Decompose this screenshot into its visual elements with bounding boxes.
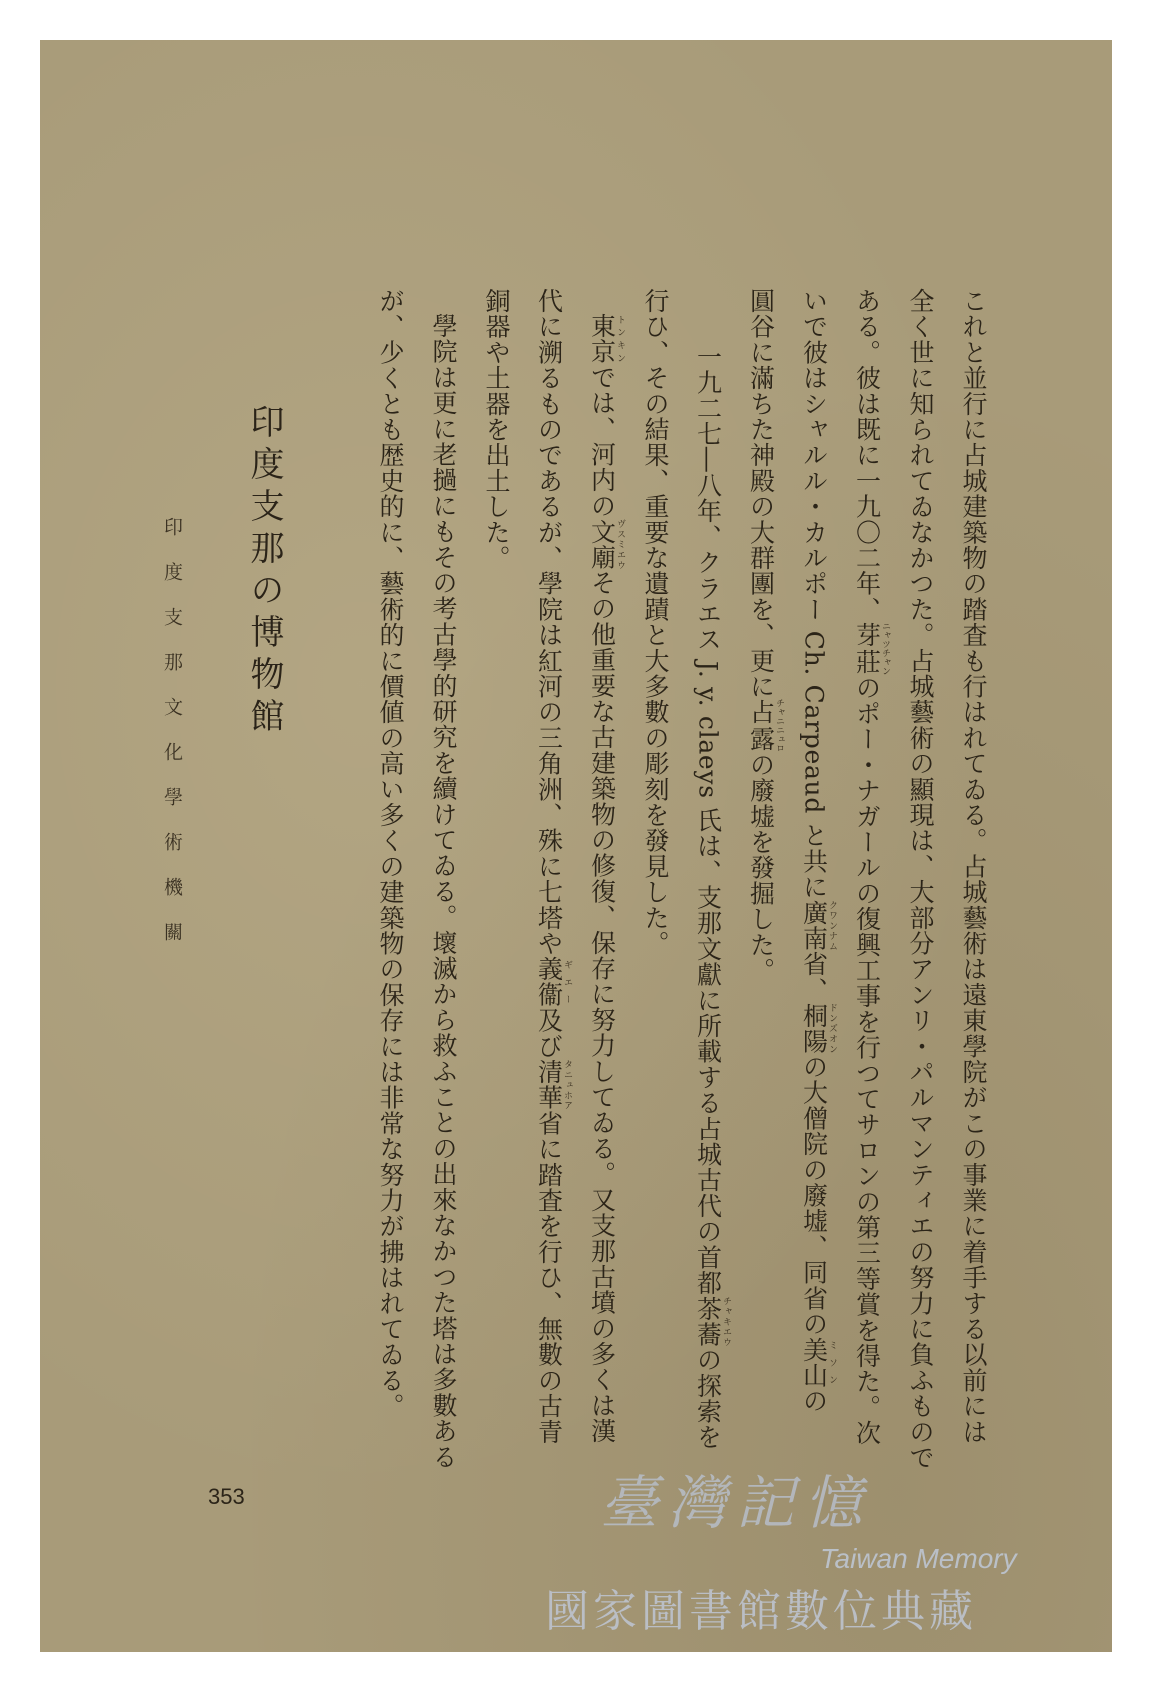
- ruby-base: 東京: [587, 313, 617, 365]
- ruby-reading: ミソン: [827, 1336, 837, 1389]
- text-segment: 學院は更に老撾にもその考古學的研究を續けてゐる。壞滅から救ふことの出來なかつた塔は多數ある: [429, 313, 458, 1470]
- text-segment: のポー・ナガールの復興工事を行つてサロンの第三等賞を得た。次: [852, 674, 882, 1446]
- ruby-annotated-term: [534, 956, 572, 1008]
- ruby-base: 芽莊: [852, 621, 882, 676]
- ruby-reading: ヴスミエウ: [615, 518, 625, 571]
- text-column: [473, 288, 519, 1468]
- text-segment: いで彼はシャルル・カルポー Ch. Carpeaud と共に: [799, 288, 829, 900]
- text-column: [844, 288, 890, 1468]
- ruby-annotated-term: [534, 1059, 572, 1111]
- text-segment: が、少くとも歴史的に、藝術的に價値の高い多くの建築物の保存には非常な努力が拂はれてゐる。: [376, 288, 405, 1419]
- ruby-reading: クワンナム: [827, 899, 837, 952]
- ruby-reading: ニャツチャン: [880, 621, 890, 676]
- text-column: [950, 288, 996, 1468]
- ruby-base: 占露: [746, 698, 776, 753]
- text-segment: 代に溯るものであるが、學院は紅河の三角洲、殊に七塔や: [534, 288, 564, 957]
- ruby-reading: ドンズオン: [827, 1002, 837, 1055]
- page-number: 353: [208, 1484, 245, 1509]
- text-segment: その他重要な古建築物の修復、保存に努力してゐる。又支那古墳の多くは漢: [587, 570, 617, 1444]
- text-column: [367, 288, 413, 1468]
- ruby-annotated-term: [746, 698, 784, 753]
- text-segment: 省、: [799, 951, 829, 1003]
- ruby-base: 義衞: [534, 956, 564, 1008]
- section-title: 印度支那の博物館: [244, 404, 284, 740]
- text-column: [526, 288, 572, 1468]
- text-segment: これと並行に占城建築物の踏査も行はれてゐる。占城藝術は遠東學院がこの事業に着手する以前には: [959, 288, 988, 1445]
- text-column: [632, 288, 678, 1468]
- watermark-english: Taiwan Memory: [820, 1543, 1017, 1574]
- watermark-chinese: 國家圖書館數位典藏: [545, 1586, 977, 1637]
- text-segment: 行ひ、その結果、重要な遺蹟と大多數の彫刻を發見した。: [641, 288, 670, 957]
- ruby-reading: チャニニュロ: [774, 698, 784, 753]
- text-column: [420, 313, 466, 1493]
- text-segment: では、河内の: [587, 364, 617, 519]
- ruby-annotated-term: [587, 518, 625, 571]
- ruby-base: 美山: [799, 1336, 829, 1389]
- ruby-reading: タニュホア: [562, 1059, 572, 1111]
- text-column: [738, 288, 784, 1468]
- ruby-base: 茶蕎: [693, 1295, 723, 1348]
- text-segment: の大僧院の廢墟、同省の: [799, 1054, 829, 1337]
- ruby-annotated-term: [799, 1002, 837, 1055]
- ruby-annotated-term: [799, 1336, 837, 1389]
- text-segment: 圓谷に滿ちた神殿の大群團を、更に: [746, 288, 776, 700]
- ruby-reading: チャキエウ: [721, 1295, 731, 1348]
- text-column: [579, 313, 625, 1493]
- text-segment: 全く世に知られてゐなかつた。占城藝術の顯現は、大部分アンリ・パルマンティエの努力に負ふもので: [906, 288, 935, 1471]
- running-header: 印度支那文化學術機關: [161, 517, 183, 967]
- ruby-reading: ギエー: [562, 956, 572, 1008]
- ruby-base: 清華: [534, 1059, 564, 1111]
- ruby-annotated-term: [587, 313, 625, 365]
- text-column: [897, 288, 943, 1471]
- text-segment: 一九二七―八年、クラエス J. y. claeys 氏は、支那文獻に所載する占城古代の首都: [693, 344, 723, 1296]
- text-column: [685, 344, 731, 1524]
- ruby-annotated-term: [693, 1295, 731, 1348]
- text-segment: 及び: [534, 1007, 564, 1060]
- scanned-page: [40, 40, 1112, 1652]
- ruby-reading: トンキン: [615, 313, 625, 365]
- ruby-base: 廣南: [799, 899, 829, 952]
- ruby-annotated-term: [799, 899, 837, 952]
- text-segment: 省に踏査を行ひ、無數の古青: [534, 1110, 564, 1445]
- ruby-annotated-term: [852, 621, 890, 676]
- text-segment: 銅器や土器を出土した。: [482, 288, 511, 571]
- text-segment: ある。彼は既に一九〇二年、: [852, 288, 882, 623]
- text-segment: の: [799, 1388, 829, 1414]
- text-segment: の探索を: [693, 1347, 723, 1450]
- watermark-seal: 臺灣記憶: [600, 1469, 873, 1537]
- ruby-base: 文廟: [587, 518, 617, 571]
- ruby-base: 桐陽: [799, 1002, 829, 1055]
- text-segment: の廢墟を發掘した。: [746, 751, 776, 984]
- text-column: [791, 288, 837, 1468]
